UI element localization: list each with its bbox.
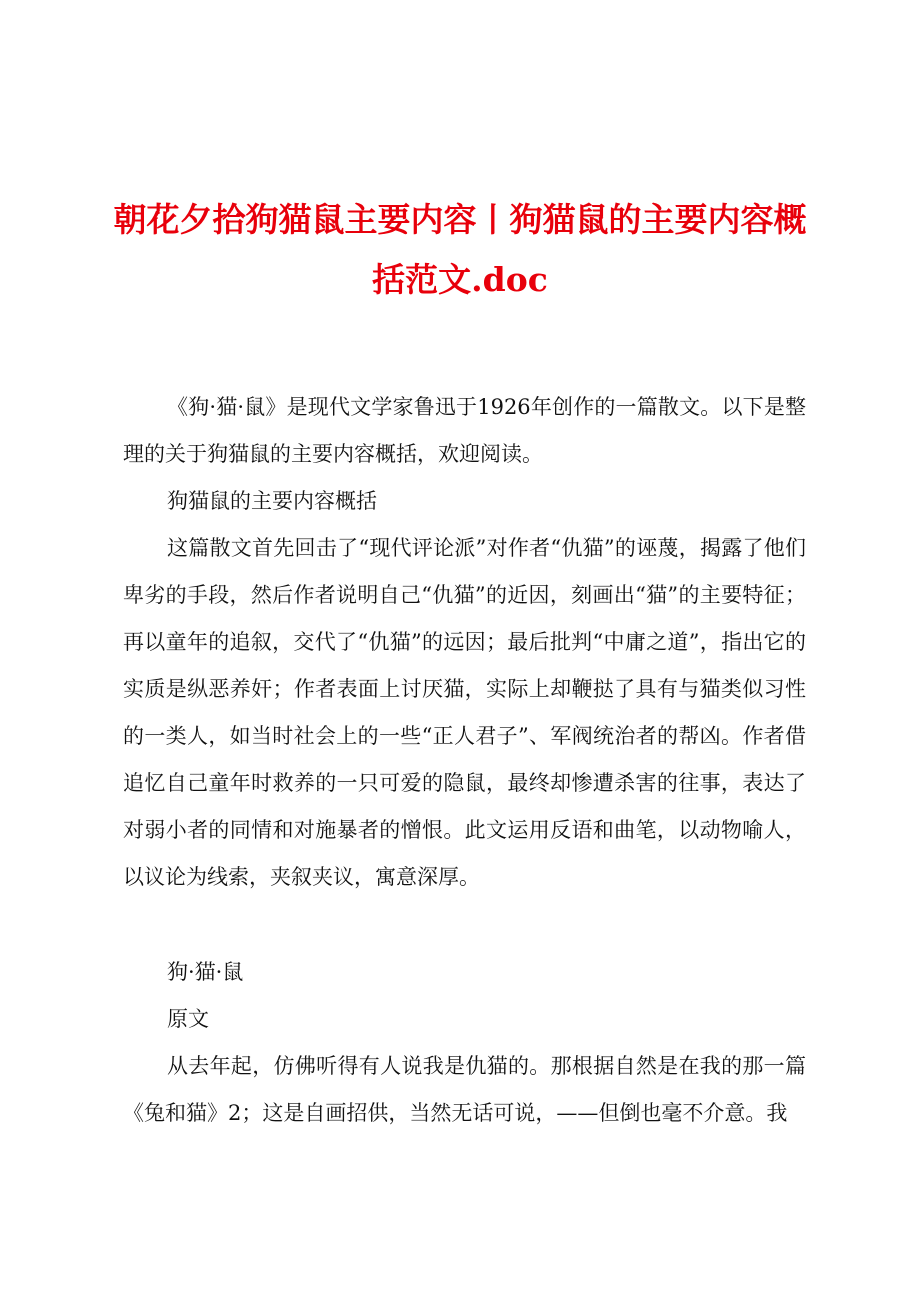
intro-paragraph: 《狗·猫·鼠》是现代文学家鲁迅于1926年创作的一篇散文。以下是整理的关于狗猫鼠的主要内容概括，欢迎阅读。 — [123, 395, 806, 466]
document-title: 朝花夕拾狗猫鼠主要内容丨狗猫鼠的主要内容概括范文.doc — [113, 200, 807, 299]
original-label: 原文 — [167, 1007, 209, 1031]
summary-paragraph: 这篇散文首先回击了“现代评论派”对作者“仇猫”的诬蔑，揭露了他们卑劣的手段，然后作者说明自己“仇猫”的近因，刻画出“猫”的主要特征；再以童年的追叙，交代了“仇猫”的远因；最后批判“中庸之道”，指出它的实质是纵恶养奸；作者表面上讨厌猫，实际上却鞭挞了具有与猫类似习性的一类人，如当时社会上的一些“正人君子”、军阀统治者的帮凶。作者借追忆自己童年时救养的一只可爱的隐鼠，最终却惨遭杀害的往事，表达了对弱小者的同情和对施暴者的憎恨。此文运用反语和曲笔，以动物喻人，以议论为线索，夹叙夹议，寓意深厚。 — [123, 536, 806, 889]
original-paragraph: 从去年起，仿佛听得有人说我是仇猫的。那根据自然是在我的那一篇《兔和猫》2；这是自画招供，当然无话可说，——但倒也毫不介意。我 — [123, 1054, 806, 1125]
section-gap — [123, 901, 806, 949]
work-title: 狗·猫·鼠 — [167, 960, 244, 984]
summary-heading: 狗猫鼠的主要内容概括 — [167, 489, 377, 513]
document-body — [123, 384, 806, 1137]
